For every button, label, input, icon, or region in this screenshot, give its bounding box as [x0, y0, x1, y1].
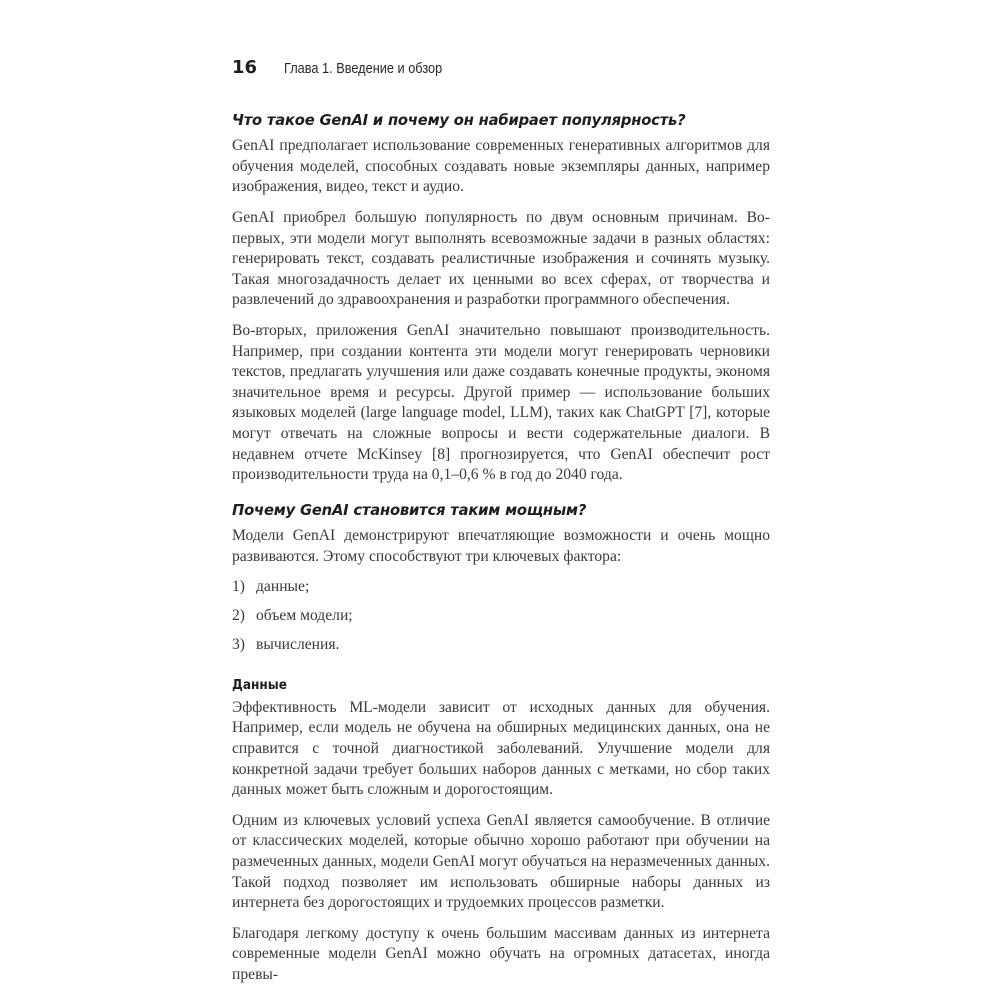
paragraph: GenAI предполагает использование современных генеративных алгоритмов для обучения моделей, способных создавать новые экземпляры данных, например изображения, видео, текст и аудио.	[232, 137, 770, 196]
paragraph: Эффективность ML-модели зависит от исходных данных для обучения. Например, если модель не обучена на обширных медицинских данных, она не справится с точной диагностикой заболеваний. Улучшение модели для конкретной задачи требует больших наборов данных с метками, но сбор таких данных может быть сложным и дорогостоящим.	[232, 698, 770, 799]
running-head: Глава 1. Введение и обзор	[284, 61, 443, 77]
list-text: данные;	[256, 578, 310, 596]
list-item	[232, 635, 770, 656]
page-header	[232, 58, 770, 80]
section-data	[232, 675, 770, 985]
section-what-is-genai	[232, 110, 770, 486]
list-number: 1)	[232, 578, 245, 596]
list-text: вычисления.	[256, 635, 340, 653]
paragraph: GenAI приобрел большую популярность по двум основным причинам. Во-первых, эти модели могут выполнять всевозможные задачи в разных областях: генерировать текст, создавать реалистичные изображения и сочинять музыку. Такая многозадачность делает их ценными во всех сферах, от творчества и развлечений до здравоохранения и разработки программного обеспечения.	[232, 208, 770, 309]
paragraph: Модели GenAI демонстрируют впечатляющие возможности и очень мощно развиваются. Этому способствуют три ключевых фактора:	[232, 527, 770, 565]
list-number: 3)	[232, 635, 245, 653]
book-page	[232, 58, 770, 996]
factors-list	[232, 577, 770, 655]
paragraph: Во-вторых, приложения GenAI значительно повышают производительность. Например, при создании контента эти модели могут генерировать черновики текстов, предлагать улучшения или даже создавать конечные продукты, экономя значительное время и ресурсы. Другой пример — использование больших языковых моделей (large language model, LLM), таких как ChatGPT [7], которые могут отвечать на сложные вопросы и вести содержательные диалоги. В недавнем отчете McKinsey [8] прогнозируется, что GenAI обеспечит рост производительности труда на 0,1–0,6 % в год до 2040 года.	[232, 321, 770, 484]
section-heading: Что такое GenAI и почему он набирает популярность?	[232, 110, 686, 129]
section-why-powerful	[232, 500, 770, 656]
list-item	[232, 577, 770, 598]
subsection-heading: Данные	[232, 677, 288, 694]
list-number: 2)	[232, 607, 245, 625]
page-number: 16	[232, 57, 258, 78]
list-item	[232, 606, 770, 627]
paragraph: Благодаря легкому доступу к очень большим массивам данных из интернета современные модели GenAI можно обучать на огромных датасетах, иногда превы-	[232, 924, 770, 983]
list-text: объем модели;	[256, 607, 353, 625]
section-heading: Почему GenAI становится таким мощным?	[232, 500, 587, 519]
paragraph: Одним из ключевых условий успеха GenAI является самообучение. В отличие от классических моделей, которые обычно хорошо работают при обучении на размеченных данных, модели GenAI могут обучаться на неразмеченных данных. Такой подход позволяет им использовать обширные наборы данных из интернета без дорогостоящих и трудоемких процессов разметки.	[232, 811, 770, 912]
